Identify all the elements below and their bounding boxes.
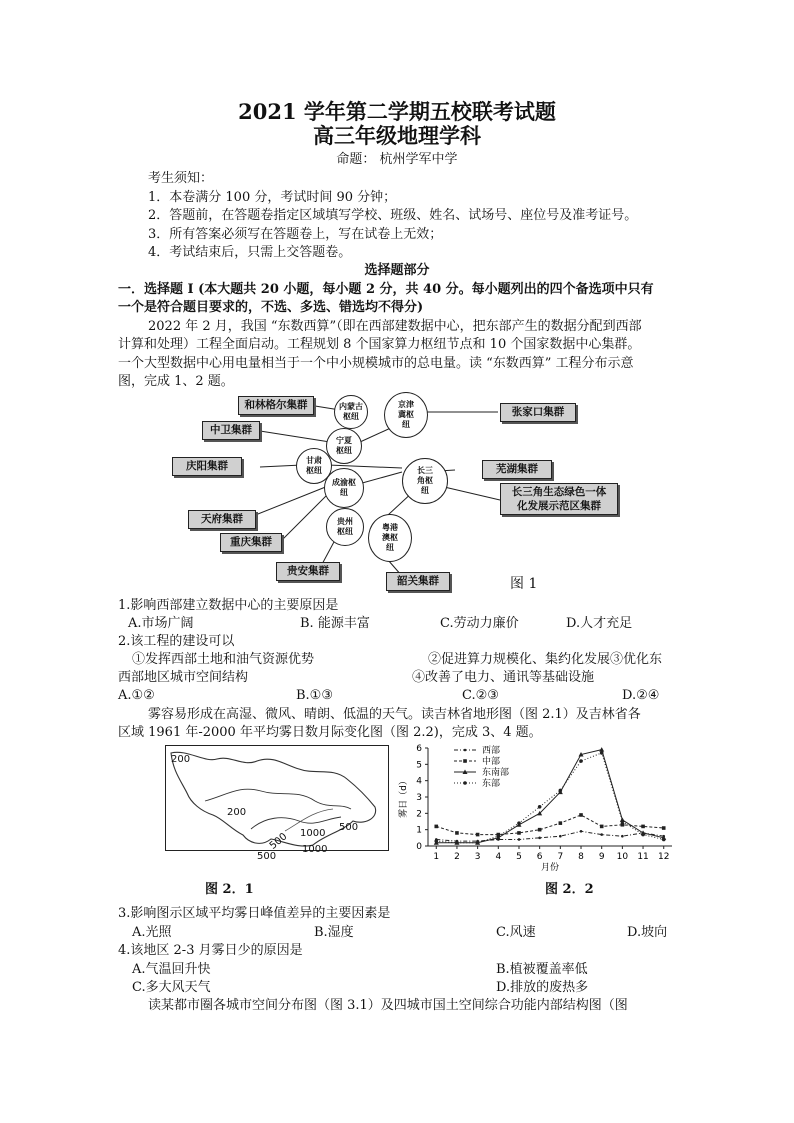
series-line bbox=[436, 831, 663, 841]
passage-line: 图，完成 1、2 题。 bbox=[118, 374, 234, 389]
data-point bbox=[641, 825, 645, 829]
x-tick-label: 4 bbox=[495, 852, 502, 862]
section-instruction: 一．选择题 I (本大题共 20 小题，每小题 2 分，共 40 分。每小题列出的四个备选项中只有 bbox=[118, 282, 654, 297]
y-axis-label: 雾日（d） bbox=[399, 776, 409, 818]
q2-option-c: C.②③ bbox=[462, 688, 499, 703]
q2-statement: ①发挥西部土地和油气资源优势 bbox=[132, 652, 315, 667]
figure-2-2-chart bbox=[392, 742, 682, 873]
contour-label: 1000 bbox=[302, 844, 328, 855]
exam-author: 命题： 杭州学军中学 bbox=[336, 152, 458, 167]
data-point bbox=[579, 759, 583, 763]
q2-stem: 2.该工程的建设可以 bbox=[118, 634, 235, 649]
cluster-hohhot: 和林格尔集群 bbox=[238, 396, 314, 415]
notice-item: 1．本卷满分 100 分，考试时间 90 分钟； bbox=[148, 190, 397, 205]
x-tick-label: 2 bbox=[454, 852, 460, 862]
notice-item: 2．答题前，在答题卷指定区域填写学校、班级、姓名、试场号、座位号及准考证号。 bbox=[148, 208, 638, 223]
data-point bbox=[518, 838, 521, 841]
cluster-wuhu: 芜湖集群 bbox=[482, 460, 552, 479]
page-subtitle: 高三年级地理学科 bbox=[313, 123, 481, 148]
contour-label: 200 bbox=[227, 807, 247, 818]
hub-inner-mongolia: 内蒙古 枢纽 bbox=[334, 395, 368, 429]
data-point bbox=[621, 835, 624, 838]
legend-label: 西部 bbox=[482, 746, 501, 756]
figure-2-1-caption: 图 2．1 bbox=[205, 882, 254, 897]
q2-option-d: D.②④ bbox=[622, 688, 660, 703]
data-point bbox=[538, 805, 542, 809]
contour-label: 1000 bbox=[300, 828, 326, 839]
series-line bbox=[436, 753, 663, 843]
figure-1-diagram bbox=[180, 390, 630, 590]
hub-guizhou: 贵州 枢纽 bbox=[326, 508, 364, 546]
figure-2-2-caption: 图 2．2 bbox=[545, 882, 594, 897]
series-line bbox=[436, 750, 663, 843]
x-tick-label: 6 bbox=[536, 852, 543, 862]
x-tick-label: 5 bbox=[516, 852, 522, 862]
cluster-tianfu: 天府集群 bbox=[188, 510, 256, 529]
cluster-zhangjiakou: 张家口集群 bbox=[500, 403, 576, 422]
x-axis-label: 月份 bbox=[540, 863, 560, 873]
data-point bbox=[463, 759, 467, 763]
q3-option-a: A.光照 bbox=[132, 925, 172, 940]
hub-yangtze-delta: 长三 角枢 纽 bbox=[402, 458, 448, 504]
data-point bbox=[662, 826, 666, 830]
fog-days-line-chart bbox=[392, 742, 682, 873]
figure-2-1-map bbox=[165, 745, 389, 862]
data-point bbox=[455, 841, 459, 845]
q1-option-b: B. 能源丰富 bbox=[300, 616, 370, 631]
data-point bbox=[559, 821, 563, 825]
cluster-qingyang: 庆阳集群 bbox=[172, 457, 242, 476]
contour-label: 500 bbox=[257, 851, 277, 862]
q4-option-c: C.多大风天气 bbox=[132, 980, 211, 995]
contour-label: 500 bbox=[267, 831, 290, 852]
passage-line: 雾容易形成在高湿、微风、晴朗、低温的天气。读吉林省地形图（图 2.1）及吉林省各 bbox=[148, 707, 641, 722]
contour-label: 200 bbox=[171, 754, 191, 765]
hub-jingjinji: 京津 冀枢 纽 bbox=[384, 392, 428, 438]
x-tick-label: 9 bbox=[598, 852, 605, 862]
data-point bbox=[517, 831, 521, 835]
hub-chengyu: 成渝枢 纽 bbox=[324, 468, 364, 508]
section-instruction: 一个是符合题目要求的，不选、多选、错选均不得分) bbox=[118, 300, 424, 315]
y-tick-label: 6 bbox=[416, 744, 422, 754]
cluster-shaoguan: 韶关集群 bbox=[386, 572, 450, 591]
q1-option-d: D.人才充足 bbox=[566, 616, 633, 631]
legend-label: 东部 bbox=[482, 779, 501, 789]
x-tick-label: 10 bbox=[616, 852, 629, 862]
data-point bbox=[559, 835, 562, 838]
data-point bbox=[600, 825, 604, 829]
y-tick-label: 5 bbox=[416, 760, 422, 771]
q4-option-d: D.排放的废热多 bbox=[496, 980, 589, 995]
hub-ningxia: 宁夏 枢纽 bbox=[326, 428, 362, 464]
q3-option-c: C.风速 bbox=[496, 925, 536, 940]
data-point bbox=[463, 781, 467, 785]
y-tick-label: 4 bbox=[416, 776, 422, 787]
q1-stem: 1.影响西部建立数据中心的主要原因是 bbox=[118, 598, 339, 613]
passage-line: 区域 1961 年-2000 年平均雾日数月际变化图（图 2.2)，完成 3、4 题。 bbox=[118, 725, 542, 740]
data-point bbox=[559, 789, 563, 793]
y-tick-label: 3 bbox=[416, 793, 422, 803]
data-point bbox=[599, 747, 604, 752]
passage-line: 2022 年 2 月，我国 “东数西算”（即在西部建数据中心，把东部产生的数据分配到西部 bbox=[148, 319, 642, 334]
data-point bbox=[538, 828, 542, 832]
legend-label: 东南部 bbox=[482, 768, 510, 778]
page-title: 2021 学年第二学期五校联考试题 bbox=[238, 99, 556, 124]
data-point bbox=[434, 825, 438, 829]
q4-stem: 4.该地区 2-3 月雾日少的原因是 bbox=[118, 943, 303, 958]
passage-line: 一个大型数据中心用电量相当于一个中小规模城市的总电量。读 “东数西算” 工程分布示意 bbox=[118, 356, 634, 371]
data-point bbox=[464, 749, 467, 752]
x-tick-label: 7 bbox=[557, 852, 564, 862]
q3-option-b: B.湿度 bbox=[314, 925, 354, 940]
hub-gansu: 甘肃 枢纽 bbox=[296, 448, 332, 484]
data-point bbox=[434, 839, 438, 843]
data-point bbox=[455, 831, 459, 835]
hub-gba: 粤港 澳枢 纽 bbox=[368, 514, 412, 562]
data-point bbox=[579, 813, 583, 817]
notice-heading: 考生须知： bbox=[148, 171, 214, 186]
cluster-guian: 贵安集群 bbox=[276, 562, 340, 581]
x-tick-label: 12 bbox=[658, 852, 670, 862]
data-point bbox=[497, 834, 501, 838]
q1-option-c: C.劳动力廉价 bbox=[440, 616, 519, 631]
q3-option-d: D.坡向 bbox=[627, 925, 668, 940]
data-point bbox=[600, 833, 603, 836]
data-point bbox=[621, 820, 625, 824]
q2-statement: ②促进算力规模化、集约化发展③优化东 bbox=[428, 652, 663, 667]
x-tick-label: 8 bbox=[578, 852, 584, 862]
legend-label: 中部 bbox=[482, 757, 501, 767]
y-tick-label: 0 bbox=[416, 842, 422, 852]
section-heading: 选择题部分 bbox=[364, 263, 430, 278]
data-point bbox=[662, 838, 666, 842]
x-tick-label: 3 bbox=[474, 852, 481, 862]
notice-item: 4．考试结束后，只需上交答题卷。 bbox=[148, 245, 352, 260]
y-tick-label: 1 bbox=[416, 825, 422, 836]
q3-stem: 3.影响图示区域平均雾日峰值差异的主要因素是 bbox=[118, 906, 391, 921]
notice-item: 3．所有答案必须写在答题卷上，写在试卷上无效； bbox=[148, 227, 443, 242]
data-point bbox=[476, 841, 480, 845]
q4-option-b: B.植被覆盖率低 bbox=[496, 962, 588, 977]
q2-option-a: A.①② bbox=[118, 688, 155, 703]
x-tick-label: 11 bbox=[637, 852, 649, 862]
cluster-yangtze-delta: 长三角生态绿色一体 化发展示范区集群 bbox=[500, 483, 618, 515]
data-point bbox=[600, 751, 604, 755]
data-point bbox=[538, 837, 541, 840]
data-point bbox=[517, 821, 521, 825]
data-point bbox=[476, 833, 480, 837]
q2-statement: 西部地区城市空间结构 bbox=[118, 670, 249, 685]
passage-line: 读某都市圈各城市空间分布图（图 3.1）及四城市国土空间综合功能内部结构图（图 bbox=[148, 998, 628, 1013]
cluster-chongqing: 重庆集群 bbox=[220, 533, 282, 552]
data-point bbox=[641, 833, 645, 837]
q4-option-a: A.气温回升快 bbox=[132, 962, 211, 977]
passage-line: 计算和处理）工程全面启动。工程规划 8 个国家算力枢纽节点和 10 个国家数据中心集群。 bbox=[118, 337, 641, 352]
q2-option-b: B.①③ bbox=[296, 688, 333, 703]
q2-statement: ④改善了电力、通讯等基础设施 bbox=[412, 670, 595, 685]
contour-label: 500 bbox=[339, 822, 359, 833]
data-point bbox=[621, 823, 625, 827]
cluster-zhongwei: 中卫集群 bbox=[202, 421, 260, 440]
x-tick-label: 1 bbox=[433, 852, 440, 862]
y-tick-label: 2 bbox=[416, 809, 422, 820]
data-point bbox=[580, 830, 583, 833]
q1-option-a: A.市场广阔 bbox=[128, 616, 194, 631]
figure-1-caption: 图 1 bbox=[510, 576, 538, 592]
